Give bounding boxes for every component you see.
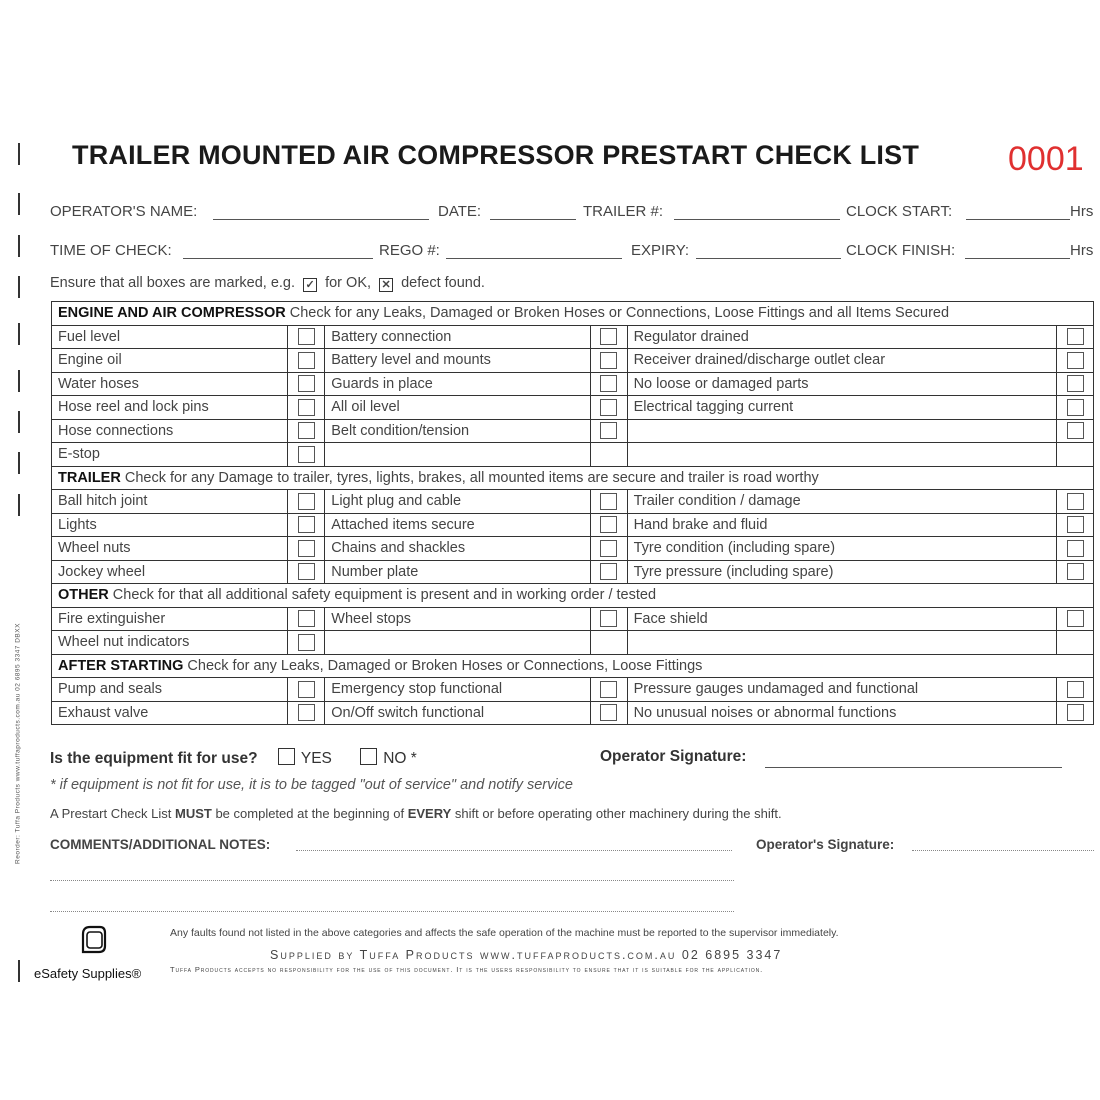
must-complete-notice bbox=[50, 806, 782, 821]
check-box-cell bbox=[288, 490, 325, 514]
no-checkbox[interactable] bbox=[360, 748, 377, 765]
operator-name-field[interactable] bbox=[213, 219, 429, 220]
fit-for-use-row bbox=[50, 748, 417, 768]
check-box[interactable] bbox=[1067, 563, 1084, 580]
check-box-cell bbox=[288, 678, 325, 702]
comments-line-2[interactable] bbox=[50, 880, 734, 881]
section-description: Check for any Damage to trailer, tyres, lights, brakes, all mounted items are secure and trailer is road worthy bbox=[124, 469, 819, 486]
check-box[interactable] bbox=[298, 634, 315, 651]
operator-signature-field[interactable] bbox=[765, 767, 1062, 768]
checklist-row bbox=[52, 560, 1094, 584]
check-item-label: All oil level bbox=[325, 396, 590, 420]
check-box-cell bbox=[590, 396, 627, 420]
section-description: Check for any Leaks, Damaged or Broken Hoses or Connections, Loose Fittings and all Items Secured bbox=[289, 305, 950, 322]
check-box-cell bbox=[288, 349, 325, 373]
must-text-a: A Prestart Check List bbox=[50, 806, 175, 821]
check-box[interactable] bbox=[600, 516, 617, 533]
check-box-cell bbox=[288, 396, 325, 420]
section-header-row bbox=[52, 466, 1094, 490]
check-item-label: Number plate bbox=[325, 560, 590, 584]
disclaimer: Tuffa Products accepts no responsibility for the use of this document. It is the users responsibility to ensure that it is suitable for the application. bbox=[170, 965, 764, 974]
check-box-cell bbox=[590, 443, 627, 467]
check-item-label: Regulator drained bbox=[627, 325, 1056, 349]
checklist-row bbox=[52, 396, 1094, 420]
check-box-cell bbox=[1057, 631, 1094, 655]
section-heading: TRAILER bbox=[58, 469, 121, 486]
section-header bbox=[52, 302, 1094, 326]
ensure-prefix: Ensure that all boxes are marked, e.g. bbox=[50, 275, 296, 291]
check-item-label: Hose connections bbox=[52, 419, 288, 443]
time-of-check-label: TIME OF CHECK: bbox=[50, 242, 172, 259]
check-item-label bbox=[325, 443, 590, 467]
check-box[interactable] bbox=[1067, 610, 1084, 627]
margin-mark bbox=[18, 494, 20, 516]
check-box-cell bbox=[288, 372, 325, 396]
margin-mark bbox=[18, 411, 20, 433]
time-of-check-field[interactable] bbox=[183, 258, 373, 259]
check-box[interactable] bbox=[298, 563, 315, 580]
check-box[interactable] bbox=[600, 493, 617, 510]
check-box-cell bbox=[590, 537, 627, 561]
brand-name: eSafety Supplies® bbox=[34, 966, 142, 981]
operator-name-label: OPERATOR'S NAME: bbox=[50, 203, 198, 220]
check-box-cell bbox=[1057, 325, 1094, 349]
check-item-label: Receiver drained/discharge outlet clear bbox=[627, 349, 1056, 373]
section-header bbox=[52, 466, 1094, 490]
clock-finish-hrs: Hrs bbox=[1070, 242, 1094, 259]
check-box[interactable] bbox=[600, 352, 617, 369]
marking-instructions bbox=[50, 275, 485, 292]
check-box[interactable] bbox=[1067, 681, 1084, 698]
ok-example-icon: ✓ bbox=[303, 278, 317, 292]
check-box[interactable] bbox=[298, 540, 315, 557]
comments-signature-label: Operator's Signature: bbox=[756, 837, 895, 852]
serial-number: 0001 bbox=[1008, 140, 1084, 178]
check-item-label: Belt condition/tension bbox=[325, 419, 590, 443]
check-box[interactable] bbox=[1067, 516, 1084, 533]
margin-mark bbox=[18, 143, 20, 165]
check-item-label: E-stop bbox=[52, 443, 288, 467]
clock-start-field[interactable] bbox=[966, 219, 1070, 220]
not-fit-note: * if equipment is not fit for use, it is to be tagged "out of service" and notify service bbox=[50, 777, 573, 793]
check-box[interactable] bbox=[600, 540, 617, 557]
check-box-cell bbox=[590, 372, 627, 396]
checklist-row bbox=[52, 419, 1094, 443]
check-box[interactable] bbox=[298, 446, 315, 463]
checklist-row bbox=[52, 325, 1094, 349]
section-header bbox=[52, 654, 1094, 678]
check-item-label bbox=[627, 419, 1056, 443]
comments-line-1[interactable] bbox=[296, 850, 732, 851]
check-box[interactable] bbox=[298, 352, 315, 369]
must-text-c: be completed at the beginning of bbox=[211, 806, 408, 821]
operator-signature-label: Operator Signature: bbox=[600, 748, 747, 765]
check-item-label: Hose reel and lock pins bbox=[52, 396, 288, 420]
rego-field[interactable] bbox=[446, 258, 622, 259]
check-box-cell bbox=[1057, 678, 1094, 702]
no-option[interactable] bbox=[360, 750, 417, 767]
check-box-cell bbox=[1057, 490, 1094, 514]
check-box[interactable] bbox=[600, 610, 617, 627]
fit-question: Is the equipment fit for use? bbox=[50, 750, 258, 767]
check-box-cell bbox=[1057, 607, 1094, 631]
checklist-body bbox=[52, 302, 1094, 725]
check-box-cell bbox=[1057, 537, 1094, 561]
check-box-cell bbox=[1057, 349, 1094, 373]
defect-example-icon: ✕ bbox=[379, 278, 393, 292]
check-item-label: Wheel nut indicators bbox=[52, 631, 288, 655]
checklist-row bbox=[52, 607, 1094, 631]
section-header bbox=[52, 584, 1094, 608]
check-box[interactable] bbox=[600, 422, 617, 439]
check-box[interactable] bbox=[1067, 493, 1084, 510]
checklist-row bbox=[52, 678, 1094, 702]
check-box[interactable] bbox=[298, 681, 315, 698]
check-box[interactable] bbox=[1067, 540, 1084, 557]
check-box[interactable] bbox=[600, 681, 617, 698]
checklist-row bbox=[52, 631, 1094, 655]
faults-notice: Any faults found not listed in the above categories and affects the safe operation of the machine must be reported to the supervisor immediately. bbox=[170, 927, 839, 939]
check-box-cell bbox=[288, 443, 325, 467]
check-box-cell bbox=[590, 631, 627, 655]
check-item-label: Tyre pressure (including spare) bbox=[627, 560, 1056, 584]
check-box[interactable] bbox=[600, 563, 617, 580]
margin-mark bbox=[18, 370, 20, 392]
date-field[interactable] bbox=[490, 219, 576, 220]
check-item-label bbox=[627, 443, 1056, 467]
check-item-label: Tyre condition (including spare) bbox=[627, 537, 1056, 561]
check-box-cell bbox=[1057, 372, 1094, 396]
check-item-label: Battery level and mounts bbox=[325, 349, 590, 373]
check-item-label: Wheel nuts bbox=[52, 537, 288, 561]
yes-option[interactable] bbox=[278, 750, 332, 767]
check-box-cell bbox=[288, 325, 325, 349]
check-item-label: Pressure gauges undamaged and functional bbox=[627, 678, 1056, 702]
check-item-label: Fuel level bbox=[52, 325, 288, 349]
esafety-logo-icon bbox=[78, 924, 108, 954]
check-box-cell bbox=[1057, 560, 1094, 584]
margin-mark bbox=[18, 960, 20, 982]
rego-label: REGO #: bbox=[379, 242, 440, 259]
clock-finish-field[interactable] bbox=[965, 258, 1070, 259]
check-item-label: Chains and shackles bbox=[325, 537, 590, 561]
check-item-label: Ball hitch joint bbox=[52, 490, 288, 514]
check-box[interactable] bbox=[1067, 704, 1084, 721]
check-box[interactable] bbox=[298, 375, 315, 392]
section-header-row bbox=[52, 584, 1094, 608]
check-item-label: Wheel stops bbox=[325, 607, 590, 631]
check-item-label: Jockey wheel bbox=[52, 560, 288, 584]
check-box-cell bbox=[590, 560, 627, 584]
page-title: TRAILER MOUNTED AIR COMPRESSOR PRESTART CHECK LIST bbox=[72, 140, 920, 170]
margin-mark bbox=[18, 452, 20, 474]
expiry-field[interactable] bbox=[696, 258, 841, 259]
check-box[interactable] bbox=[1067, 352, 1084, 369]
section-heading: ENGINE AND AIR COMPRESSOR bbox=[58, 305, 286, 322]
check-box[interactable] bbox=[600, 375, 617, 392]
check-box[interactable] bbox=[298, 493, 315, 510]
clock-start-hrs: Hrs bbox=[1070, 203, 1094, 220]
check-item-label bbox=[325, 631, 590, 655]
yes-label: YES bbox=[300, 750, 332, 767]
checklist-row bbox=[52, 701, 1094, 725]
check-item-label: Lights bbox=[52, 513, 288, 537]
margin-mark bbox=[18, 193, 20, 215]
check-box[interactable] bbox=[298, 704, 315, 721]
check-item-label: Hand brake and fluid bbox=[627, 513, 1056, 537]
check-box-cell bbox=[1057, 513, 1094, 537]
section-description: Check for that all additional safety equipment is present and in working order / tested bbox=[112, 587, 657, 604]
check-item-label: Battery connection bbox=[325, 325, 590, 349]
check-box-cell bbox=[288, 419, 325, 443]
section-heading: OTHER bbox=[58, 587, 109, 604]
check-item-label: Attached items secure bbox=[325, 513, 590, 537]
check-item-label: Water hoses bbox=[52, 372, 288, 396]
field-row-2 bbox=[50, 242, 1100, 262]
no-label: NO * bbox=[383, 750, 417, 767]
must-text-e: shift or before operating other machinery during the shift. bbox=[451, 806, 782, 821]
field-row-1 bbox=[50, 203, 1100, 223]
clock-start-label: CLOCK START: bbox=[846, 203, 953, 220]
check-box[interactable] bbox=[600, 328, 617, 345]
check-box[interactable] bbox=[600, 704, 617, 721]
check-item-label: Exhaust valve bbox=[52, 701, 288, 725]
check-box[interactable] bbox=[1067, 328, 1084, 345]
check-box-cell bbox=[590, 678, 627, 702]
section-header-row bbox=[52, 302, 1094, 326]
checklist-row bbox=[52, 443, 1094, 467]
check-box-cell bbox=[288, 537, 325, 561]
ensure-defect: defect found. bbox=[401, 275, 485, 291]
check-item-label: No unusual noises or abnormal functions bbox=[627, 701, 1056, 725]
trailer-field[interactable] bbox=[674, 219, 840, 220]
check-box-cell bbox=[1057, 396, 1094, 420]
comments-signature-field[interactable] bbox=[912, 850, 1094, 851]
check-box[interactable] bbox=[298, 399, 315, 416]
trailer-label: TRAILER #: bbox=[583, 203, 664, 220]
section-header-row bbox=[52, 654, 1094, 678]
ensure-ok: for OK, bbox=[325, 275, 372, 291]
check-box-cell bbox=[590, 513, 627, 537]
check-box-cell bbox=[590, 607, 627, 631]
check-box[interactable] bbox=[298, 610, 315, 627]
section-heading: AFTER STARTING bbox=[58, 657, 184, 674]
check-item-label: Pump and seals bbox=[52, 678, 288, 702]
check-box[interactable] bbox=[1067, 399, 1084, 416]
check-box-cell bbox=[590, 701, 627, 725]
check-item-label: Light plug and cable bbox=[325, 490, 590, 514]
check-item-label: Face shield bbox=[627, 607, 1056, 631]
check-item-label: No loose or damaged parts bbox=[627, 372, 1056, 396]
check-item-label: Trailer condition / damage bbox=[627, 490, 1056, 514]
check-box[interactable] bbox=[298, 516, 315, 533]
reorder-vertical-text: Reorder: Tuffa Products www.tuffaproducts.com.au 02 6895 3347 DBXX bbox=[14, 623, 22, 864]
margin-mark bbox=[18, 235, 20, 257]
check-box-cell bbox=[590, 325, 627, 349]
yes-checkbox[interactable] bbox=[278, 748, 295, 765]
check-box[interactable] bbox=[298, 422, 315, 439]
check-item-label: Fire extinguisher bbox=[52, 607, 288, 631]
must-text-d: EVERY bbox=[407, 806, 452, 821]
checklist-row bbox=[52, 537, 1094, 561]
check-box-cell bbox=[1057, 443, 1094, 467]
check-box-cell bbox=[1057, 419, 1094, 443]
check-item-label: Emergency stop functional bbox=[325, 678, 590, 702]
checklist-row bbox=[52, 349, 1094, 373]
checklist-row bbox=[52, 513, 1094, 537]
checklist-row bbox=[52, 490, 1094, 514]
expiry-label: EXPIRY: bbox=[631, 242, 690, 259]
checklist-row bbox=[52, 372, 1094, 396]
check-box-cell bbox=[590, 419, 627, 443]
check-box-cell bbox=[288, 607, 325, 631]
check-box-cell bbox=[590, 490, 627, 514]
check-box[interactable] bbox=[1067, 375, 1084, 392]
must-text-b: MUST bbox=[175, 806, 212, 821]
section-description: Check for any Leaks, Damaged or Broken Hoses or Connections, Loose Fittings bbox=[187, 657, 703, 674]
check-box[interactable] bbox=[298, 328, 315, 345]
check-item-label bbox=[627, 631, 1056, 655]
margin-mark bbox=[18, 276, 20, 298]
check-item-label: Engine oil bbox=[52, 349, 288, 373]
comments-line-3[interactable] bbox=[50, 911, 734, 912]
checklist-table bbox=[51, 301, 1094, 725]
check-item-label: On/Off switch functional bbox=[325, 701, 590, 725]
comments-label: COMMENTS/ADDITIONAL NOTES: bbox=[50, 837, 271, 852]
margin-mark bbox=[18, 323, 20, 345]
check-item-label: Electrical tagging current bbox=[627, 396, 1056, 420]
check-box-cell bbox=[590, 349, 627, 373]
check-box-cell bbox=[288, 560, 325, 584]
supplied-by: Supplied by Tuffa Products www.tuffaproducts.com.au 02 6895 3347 bbox=[270, 948, 783, 962]
check-box-cell bbox=[288, 701, 325, 725]
clock-finish-label: CLOCK FINISH: bbox=[846, 242, 956, 259]
check-item-label: Guards in place bbox=[325, 372, 590, 396]
check-box[interactable] bbox=[600, 399, 617, 416]
check-box-cell bbox=[288, 631, 325, 655]
check-box-cell bbox=[1057, 701, 1094, 725]
check-box-cell bbox=[288, 513, 325, 537]
date-label: DATE: bbox=[438, 203, 482, 220]
check-box[interactable] bbox=[1067, 422, 1084, 439]
